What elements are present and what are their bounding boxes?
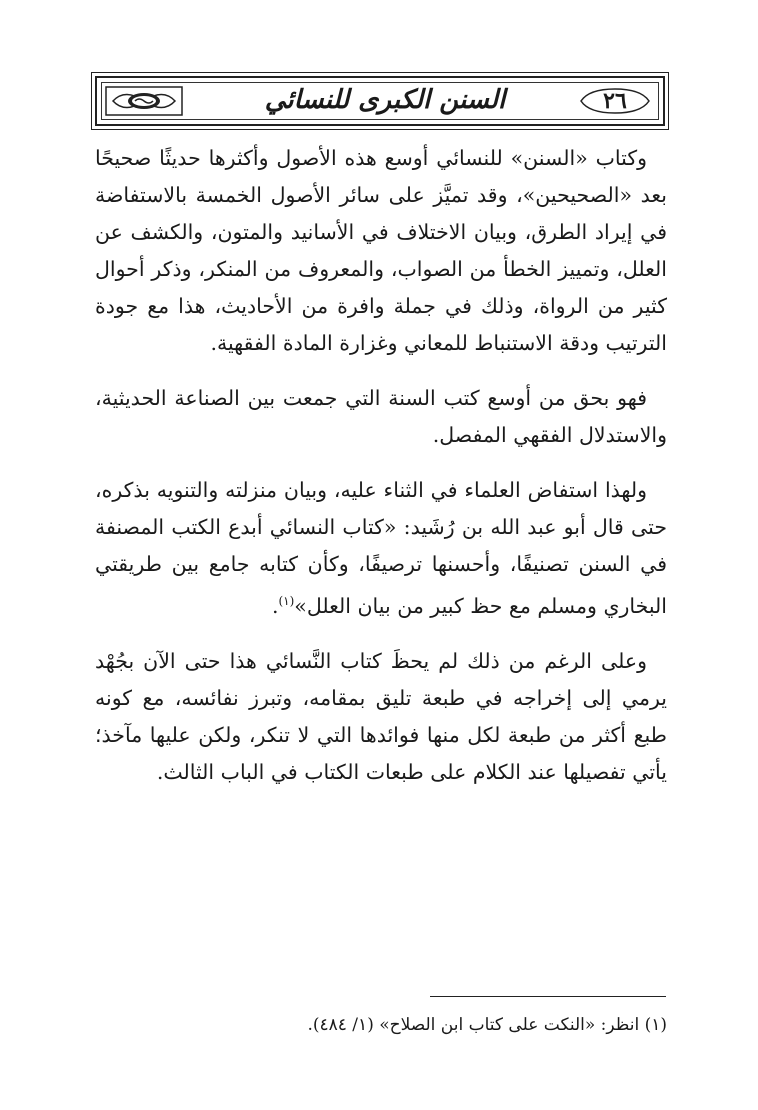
paragraph-1: وكتاب «السنن» للنسائي أوسع هذه الأصول وأكثرها حديثًا صحيحًا بعد «الصحيحين»، وقد تميَّز على سائر الأصول الخمسة بالاستفاضة في إيراد الطرق، وبيان الاختلاف في الأسانيد والمتون، والكشف عن العلل، وتمييز الخطأ من الصواب، والمعروف من المنكر، وذكر أحوال كثير من الرواة، وذلك في جملة وافرة من الأحاديث، هذا مع جودة الترتيب ودقة الاستنباط للمعاني وغزارة المادة الفقهية. [95,146,667,355]
footnote-divider [430,996,666,997]
footnote-reference: (١) [278,594,295,608]
footnote: (١) انظر: «النكت على كتاب ابن الصلاح» (١/ ٤٨٤). [307,1015,667,1035]
page-number-text: ٢٦ [603,88,627,114]
page-number [575,86,655,116]
paragraph-4: وعلى الرغم من ذلك لم يحظَ كتاب النَّسائي هذا حتى الآن بجُهْد يرمي إلى إخراجه في طبعة تليق بمقامه، وتبرز نفائسه، مع كونه طبع أكثر من طبعة لكل منها فوائدها التي لا تنكر، ولكن عليها مآخذ؛ يأتي تفصيلها عند الكلام على طبعات الكتاب في الباب الثالث. [95,648,667,784]
paragraph-3 [95,472,667,625]
page-header [95,76,665,126]
paragraph-2: فهو بحق من أوسع كتب السنة التي جمعت بين الصناعة الحديثية، والاستدلال الفقهي المفصل. [95,386,667,447]
paragraph-3-end: . [271,593,279,618]
running-title: السنن الكبرى للنسائي [264,85,506,115]
main-text [95,140,667,809]
paragraph-3-text: ولهذا استفاض العلماء في الثناء عليه، وبيان منزلته والتنويه بذكره، حتى قال أبو عبد الله بن رُشَيد: «كتاب النسائي أبدع الكتب المصنفة في السنن تصنيفًا، وأحسنها ترصيفًا، وكأن كتابه جامع بين طريقتي البخاري ومسلم مع حظ كبير من بيان العلل» [95,478,667,618]
ornament-icon [105,86,183,116]
